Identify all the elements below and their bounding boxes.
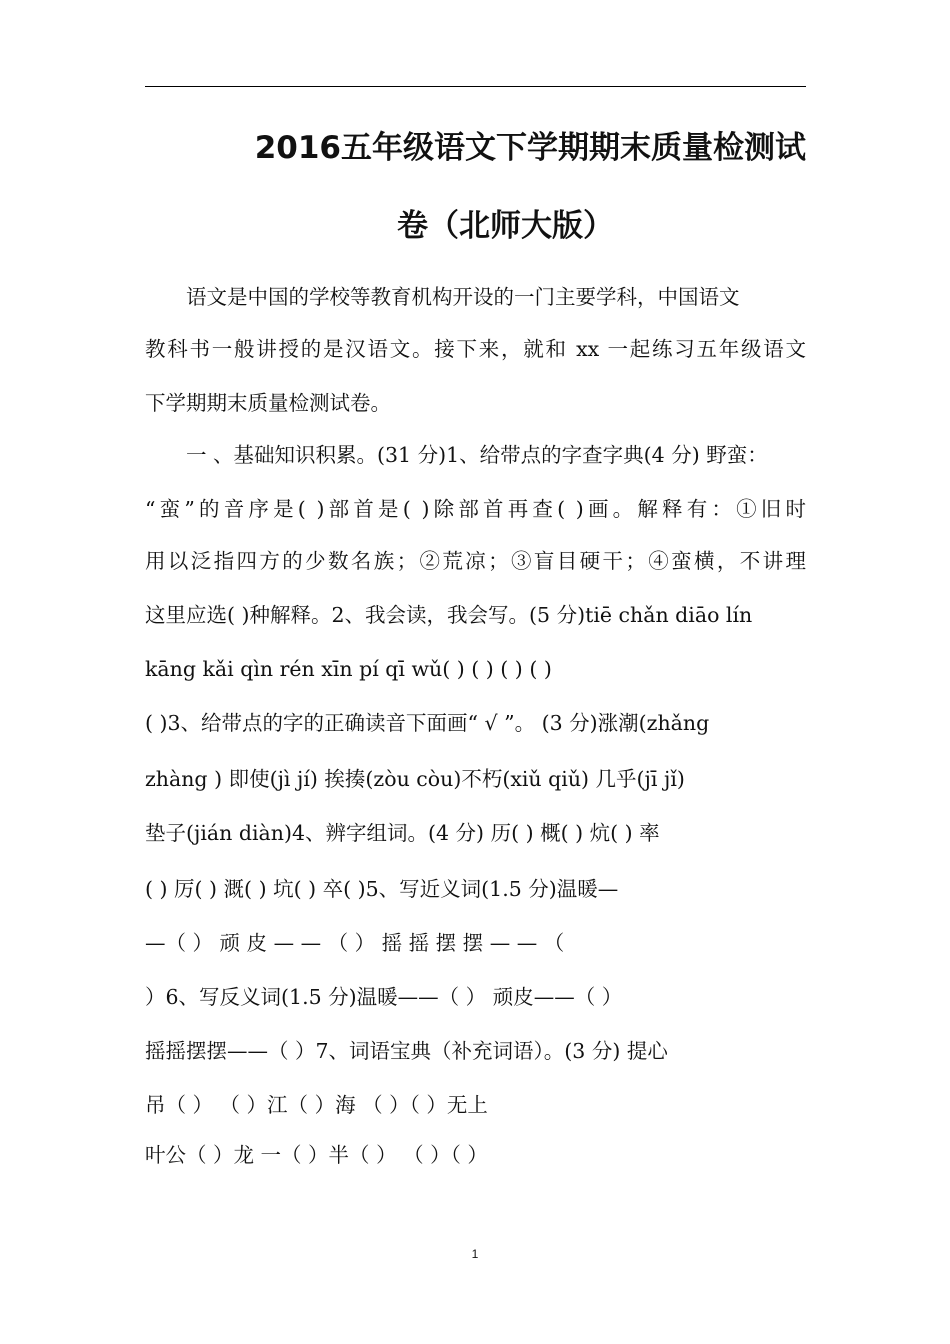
body-line-13: —（ ） 顽 皮 — — （ ） 摇 摇 摆 摆 — — （: [145, 931, 565, 955]
body-line-4: 一 、基础知识积累。(31 分)1、给带点的字查字典(4 分) 野蛮：: [145, 443, 768, 467]
body-line-2: 教科书一般讲授的是汉语文。接下来，就和 xx 一起练习五年级语文: [145, 337, 806, 361]
body-line-7: 这里应选( )种解释。2、我会读，我会写。(5 分)tiē chǎn diāo lín: [145, 603, 753, 627]
top-rule: [145, 86, 806, 87]
body-line-9: ( )3、给带点的字的正确读音下面画“ √ ”。 (3 分)涨潮(zhǎng: [145, 711, 710, 735]
body-line-14: ）6、写反义词(1.5 分)温暖——（ ） 顽皮——（ ）: [145, 985, 623, 1009]
body-line-5: “蛮”的音序是( )部首是( )除部首再查( )画。解释有：①旧时: [145, 497, 806, 521]
page-title-line1: 2016五年级语文下学期期末质量检测试: [254, 130, 806, 166]
body-line-3: 下学期期末质量检测试卷。: [145, 391, 391, 415]
body-line-6: 用以泛指四方的少数名族；②荒凉；③盲目硬干；④蛮横，不讲理: [145, 549, 806, 573]
body-line-15: 摇摇摆摆——（ ）7、词语宝典（补充词语）。(3 分) 提心: [145, 1039, 668, 1063]
body-line-8: kāng kǎi qìn rén xīn pí qī wǔ( ) ( ) ( ) ( ): [145, 657, 552, 681]
body-line-10: zhàng ) 即使(jì jí) 挨揍(zòu còu)不朽(xiǔ qiǔ) 几乎(jī jǐ): [145, 767, 685, 791]
body-line-17: 叶公（ ）龙 一（ ）半（ ） （ ）（ ）: [145, 1143, 488, 1167]
body-line-12: ( ) 厉( ) 溉( ) 坑( ) 卒( )5、写近义词(1.5 分)温暖—: [145, 877, 619, 901]
page-title-line2: 卷（北师大版）: [397, 208, 614, 244]
page-number: 1: [471, 1247, 479, 1261]
body-line-1: 语文是中国的学校等教育机构开设的一门主要学科，中国语文: [145, 285, 740, 309]
body-line-11: 垫子(jián diàn)4、辨字组词。(4 分) 历( ) 概( ) 炕( ) 率: [145, 821, 660, 845]
body-line-16: 吊（ ） （ ）江（ ）海 （ ）（ ）无上: [145, 1093, 488, 1117]
